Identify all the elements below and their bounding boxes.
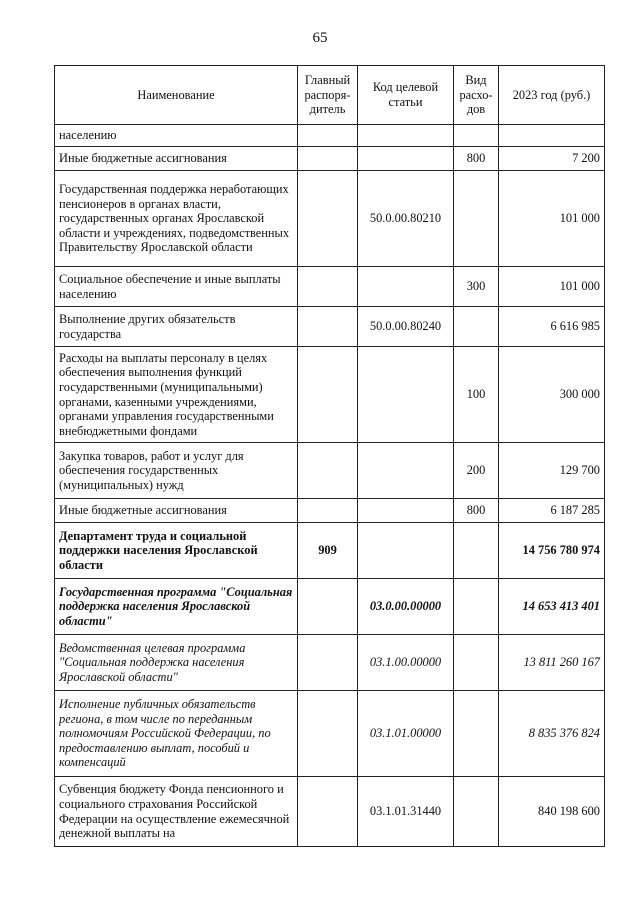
header-code: Код целевой статьи xyxy=(358,66,454,125)
row-name: Иные бюджетные ассигнования xyxy=(55,499,298,523)
row-admin xyxy=(298,443,358,499)
row-type xyxy=(454,635,499,691)
row-code: 03.1.00.00000 xyxy=(358,635,454,691)
row-code xyxy=(358,523,454,579)
row-type: 200 xyxy=(454,443,499,499)
row-type: 300 xyxy=(454,267,499,307)
row-type xyxy=(454,125,499,147)
table-row xyxy=(55,635,605,691)
row-type xyxy=(454,579,499,635)
table-row xyxy=(55,307,605,347)
row-name: Субвенция бюджету Фонда пенсионного и социального страхования Российской Федерации на осуществление ежемесячной денежной выплаты на xyxy=(55,777,298,847)
row-amount: 8 835 376 824 xyxy=(499,691,605,777)
table-row xyxy=(55,499,605,523)
table-row xyxy=(55,347,605,443)
row-admin xyxy=(298,691,358,777)
row-amount: 129 700 xyxy=(499,443,605,499)
table-row xyxy=(55,523,605,579)
table-row xyxy=(55,443,605,499)
row-type xyxy=(454,777,499,847)
table-row xyxy=(55,171,605,267)
row-admin xyxy=(298,579,358,635)
row-type xyxy=(454,171,499,267)
row-name: Выполнение других обязательств государства xyxy=(55,307,298,347)
budget-table xyxy=(54,65,605,847)
row-code: 03.1.01.31440 xyxy=(358,777,454,847)
table-row xyxy=(55,267,605,307)
header-admin: Главный распоря-дитель xyxy=(298,66,358,125)
row-amount: 6 187 285 xyxy=(499,499,605,523)
row-code xyxy=(358,267,454,307)
header-type: Вид расхо-дов xyxy=(454,66,499,125)
row-name: Социальное обеспечение и иные выплаты населению xyxy=(55,267,298,307)
row-name: Исполнение публичных обязательств региона, в том числе по переданным полномочиям Российской Федерации, по предоставлению выплат, пособий и компенсаций xyxy=(55,691,298,777)
row-admin xyxy=(298,267,358,307)
row-admin xyxy=(298,347,358,443)
header-name: Наименование xyxy=(55,66,298,125)
row-type: 800 xyxy=(454,147,499,171)
row-amount: 840 198 600 xyxy=(499,777,605,847)
row-code xyxy=(358,347,454,443)
row-type: 800 xyxy=(454,499,499,523)
row-name: Расходы на выплаты персоналу в целях обеспечения выполнения функций государственными (муниципальными) органами, казенными учреждениями, органами управления государственными внебюджетными фондами xyxy=(55,347,298,443)
row-admin xyxy=(298,777,358,847)
row-admin xyxy=(298,125,358,147)
table-row xyxy=(55,691,605,777)
row-admin xyxy=(298,147,358,171)
row-type xyxy=(454,691,499,777)
row-name: Государственная поддержка неработающих пенсионеров в органах власти, государственных органах Ярославской области и учреждениях, подведомственных Правительству Ярославской области xyxy=(55,171,298,267)
row-amount: 101 000 xyxy=(499,171,605,267)
row-code: 50.0.00.80240 xyxy=(358,307,454,347)
table-header-row xyxy=(55,66,605,125)
row-name: Закупка товаров, работ и услуг для обеспечения государственных (муниципальных) нужд xyxy=(55,443,298,499)
row-code xyxy=(358,125,454,147)
header-amount: 2023 год (руб.) xyxy=(499,66,605,125)
table-row xyxy=(55,125,605,147)
page-number: 65 xyxy=(312,30,328,46)
row-amount: 14 756 780 974 xyxy=(499,523,605,579)
row-code xyxy=(358,147,454,171)
row-code: 03.1.01.00000 xyxy=(358,691,454,777)
row-amount: 14 653 413 401 xyxy=(499,579,605,635)
row-code: 03.0.00.00000 xyxy=(358,579,454,635)
row-amount: 101 000 xyxy=(499,267,605,307)
row-amount xyxy=(499,125,605,147)
row-amount: 7 200 xyxy=(499,147,605,171)
row-name: Иные бюджетные ассигнования xyxy=(55,147,298,171)
row-admin xyxy=(298,171,358,267)
table-row xyxy=(55,147,605,171)
row-amount: 13 811 260 167 xyxy=(499,635,605,691)
row-amount: 6 616 985 xyxy=(499,307,605,347)
row-name: Департамент труда и социальной поддержки населения Ярославской области xyxy=(55,523,298,579)
row-type xyxy=(454,307,499,347)
row-type xyxy=(454,523,499,579)
row-name: населению xyxy=(55,125,298,147)
row-code xyxy=(358,443,454,499)
row-code: 50.0.00.80210 xyxy=(358,171,454,267)
row-admin: 909 xyxy=(298,523,358,579)
row-name: Ведомственная целевая программа "Социальная поддержка населения Ярославской области" xyxy=(55,635,298,691)
row-amount: 300 000 xyxy=(499,347,605,443)
row-code xyxy=(358,499,454,523)
row-admin xyxy=(298,307,358,347)
row-admin xyxy=(298,499,358,523)
row-type: 100 xyxy=(454,347,499,443)
row-name: Государственная программа "Социальная поддержка населения Ярославской области" xyxy=(55,579,298,635)
row-admin xyxy=(298,635,358,691)
table-row xyxy=(55,777,605,847)
table-row xyxy=(55,579,605,635)
